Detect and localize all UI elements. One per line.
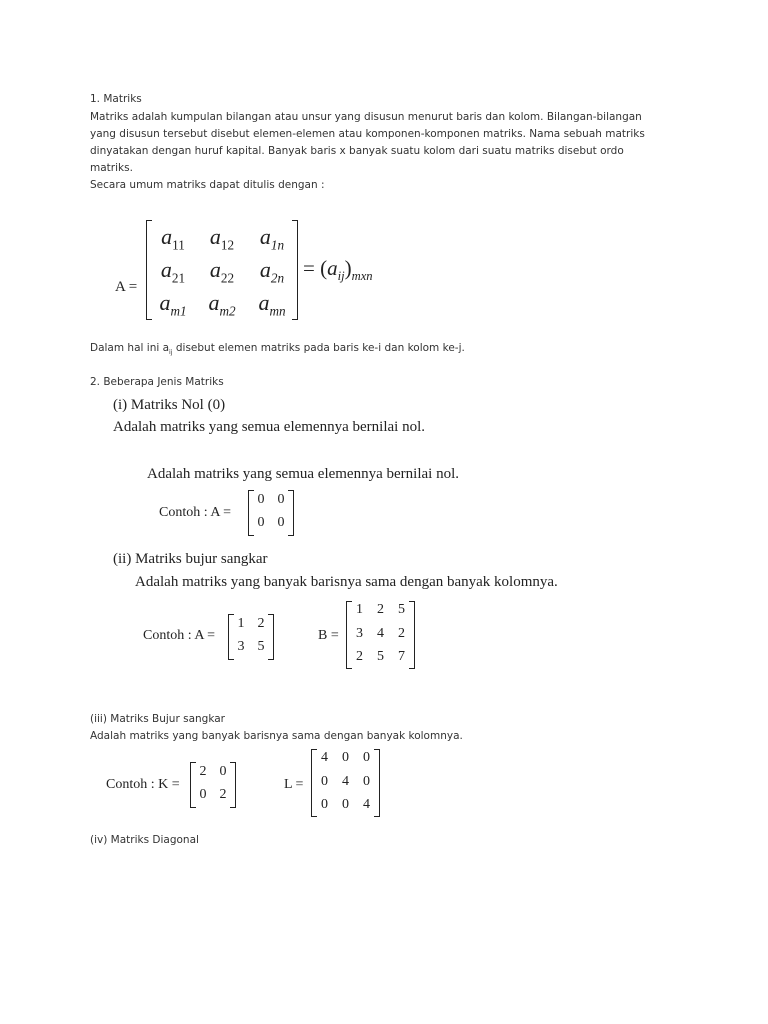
matrix-cell: 0 <box>277 515 285 530</box>
bujur-description: Adalah matriks yang banyak barisnya sama dengan banyak kolomnya. <box>135 574 558 590</box>
iii-description: Adalah matriks yang banyak barisnya sama dengan banyak kolomnya. <box>90 730 463 742</box>
matrix-cell: $a_{m2}$ <box>208 290 236 319</box>
general-matrix <box>146 220 298 320</box>
iii-example-label: Contoh : K = <box>106 777 180 792</box>
matrix-cell: 0 <box>257 492 265 507</box>
paragraph-line: yang disusun tersebut disebut elemen-elemen atau komponen-komponen matriks. Nama sebuah matriks <box>90 128 645 140</box>
matrix-cell: $a_{mn}$ <box>258 290 286 319</box>
iii-matrix-k <box>190 762 236 808</box>
matrix-cell: $a_{12}$ <box>209 224 235 253</box>
paragraph-line: Matriks adalah kumpulan bilangan atau unsur yang disusun menurut baris dan kolom. Bilangan-bilangan <box>90 111 642 123</box>
nol-matrix <box>248 490 294 536</box>
matrix-cell: 0 <box>342 750 349 765</box>
nol-example-label: Contoh : A = <box>159 505 232 520</box>
matrix-cell: 1 <box>237 616 245 631</box>
nol-description-2: Adalah matriks yang semua elemennya bernilai nol. <box>147 466 459 482</box>
general-matrix-rhs: = $(a_{ij})_{mxn}$ <box>303 256 373 284</box>
matrix-cell: 0 <box>277 492 285 507</box>
nol-title: (i) Matriks Nol (0) <box>113 397 226 413</box>
iii-l-label: L = <box>284 777 304 792</box>
matrix-cell: 3 <box>356 626 363 641</box>
matrix-cell: $a_{1n}$ <box>259 224 285 253</box>
matrix-cell: 5 <box>257 639 265 654</box>
matrix-cell: 0 <box>363 750 370 765</box>
matrix-cell: 0 <box>342 797 349 812</box>
bujur-example-label: Contoh : A = <box>143 628 216 643</box>
section1-paragraph <box>90 109 670 194</box>
matrix-cell: 2 <box>199 764 207 779</box>
bujur-b-label: B = <box>318 628 339 643</box>
matrix-cell: 0 <box>199 787 207 802</box>
matrix-cell: $a_{m1}$ <box>159 290 187 319</box>
paragraph-line: matriks. <box>90 162 133 174</box>
matrix-cell: $a_{11}$ <box>161 224 185 253</box>
matrix-cell: 4 <box>342 774 349 789</box>
matrix-cell: 7 <box>398 649 405 664</box>
matrix-cell: 4 <box>377 626 384 641</box>
matrix-cell: 1 <box>356 602 363 617</box>
matrix-cell: 5 <box>377 649 384 664</box>
matrix-cell: 2 <box>377 602 384 617</box>
iii-matrix-l <box>311 749 380 817</box>
matrix-cell: $a_{2n}$ <box>259 257 285 286</box>
general-intro: Secara umum matriks dapat ditulis dengan : <box>90 179 325 191</box>
iii-title: (iii) Matriks Bujur sangkar <box>90 713 225 725</box>
matrix-cell: $a_{22}$ <box>209 257 235 286</box>
matrix-cell: 0 <box>219 764 227 779</box>
section1-heading: 1. Matriks <box>90 93 142 105</box>
matrix-cell: 0 <box>321 774 328 789</box>
matrix-cell: 4 <box>321 750 328 765</box>
bujur-matrix-a <box>228 614 274 660</box>
matrix-cell: 3 <box>237 639 245 654</box>
element-note: Dalam hal ini $a_{ij}$ disebut elemen matriks pada baris ke-i dan kolom ke-j. <box>90 342 465 357</box>
matrix-cell: 2 <box>398 626 405 641</box>
iv-title: (iv) Matriks Diagonal <box>90 834 199 846</box>
bujur-matrix-b <box>346 601 415 669</box>
matrix-cell: 4 <box>363 797 370 812</box>
general-matrix-label: A = <box>115 279 138 295</box>
bujur-title: (ii) Matriks bujur sangkar <box>113 551 268 567</box>
matrix-cell: $a_{21}$ <box>160 257 186 286</box>
matrix-cell: 2 <box>257 616 265 631</box>
nol-description: Adalah matriks yang semua elemennya bernilai nol. <box>113 419 425 435</box>
matrix-cell: 0 <box>257 515 265 530</box>
matrix-cell: 0 <box>363 774 370 789</box>
matrix-cell: 0 <box>321 797 328 812</box>
matrix-cell: 5 <box>398 602 405 617</box>
paragraph-line: dinyatakan dengan huruf kapital. Banyak baris x banyak suatu kolom dari suatu matriks disebut ordo <box>90 145 624 157</box>
section2-heading: 2. Beberapa Jenis Matriks <box>90 376 224 388</box>
matrix-cell: 2 <box>219 787 227 802</box>
matrix-cell: 2 <box>356 649 363 664</box>
